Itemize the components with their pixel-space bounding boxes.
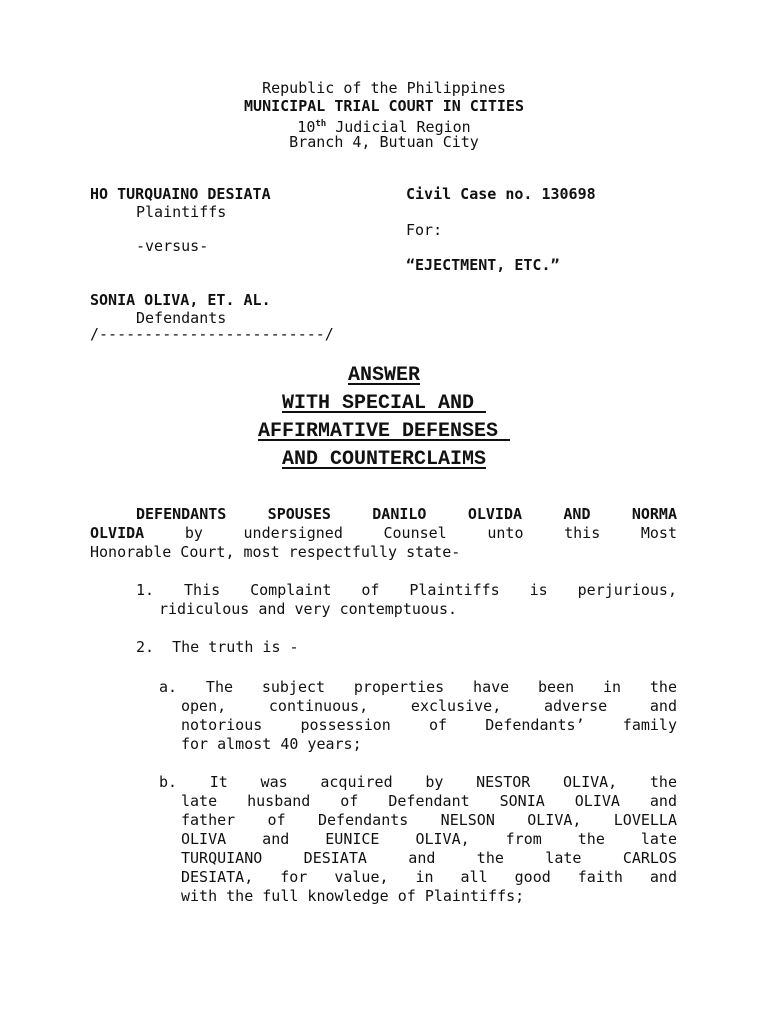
subitem-b-line-7: with the full knowledge of Plaintiffs; — [181, 887, 525, 905]
intro-line-3: Honorable Court, most respectfully state- — [90, 543, 461, 561]
intro-line-2-rest: by undersigned Counsel unto this Most — [144, 524, 677, 542]
item-1-line-2: ridiculous and very contemptuous. — [159, 600, 458, 618]
intro-line-2 — [90, 524, 677, 543]
title-line-2: WITH SPECIAL AND — [281, 392, 487, 415]
plaintiff-role: Plaintiffs — [136, 203, 227, 221]
defendant-role: Defendants — [136, 309, 227, 327]
title-line-1: ANSWER — [347, 364, 420, 387]
case-number: Civil Case no. 130698 — [406, 185, 596, 203]
subitem-a-line-3: notorious possession of Defendants’ family — [181, 716, 677, 734]
subitem-a-line-4: for almost 40 years; — [181, 735, 362, 753]
subitem-b-line-6: DESIATA, for value, in all good faith and — [181, 868, 677, 886]
region-number: 10 — [297, 118, 316, 136]
versus-text: -versus- — [136, 237, 209, 255]
case-nature: “EJECTMENT, ETC.” — [406, 256, 560, 274]
intro-name-bold: OLVIDA — [90, 524, 145, 542]
branch-line: Branch 4, Butuan City — [289, 133, 479, 151]
for-label: For: — [406, 221, 443, 239]
defendant-name: SONIA OLIVA, ET. AL. — [90, 291, 271, 309]
intro-line-1: DEFENDANTS SPOUSES DANILO OLVIDA AND NORMA — [136, 505, 677, 523]
plaintiff-name: HO TURQUAINO DESIATA — [90, 185, 271, 203]
subitem-a-line-2: open, continuous, exclusive, adverse and — [181, 697, 677, 715]
title-line-4: AND COUNTERCLAIMS — [281, 448, 487, 471]
region-ordinal: th — [315, 119, 327, 129]
subitem-a-line-1: a. The subject properties have been in the — [159, 678, 677, 696]
region-text: Judicial Region — [326, 118, 471, 136]
caption-separator: /-------------------------/ — [90, 325, 334, 343]
subitem-b-line-4: OLIVA and EUNICE OLIVA, from the late — [181, 830, 677, 848]
subitem-b-line-5: TURQUIANO DESIATA and the late CARLOS — [181, 849, 677, 867]
item-1-line-1: 1. This Complaint of Plaintiffs is perjurious, — [136, 581, 677, 599]
subitem-b-line-2: late husband of Defendant SONIA OLIVA and — [181, 792, 677, 810]
subitem-b-line-1: b. It was acquired by NESTOR OLIVA, the — [159, 773, 677, 791]
court-name: MUNICIPAL TRIAL COURT IN CITIES — [244, 97, 524, 115]
item-2: 2. The truth is - — [136, 638, 299, 656]
subitem-b-line-3: father of Defendants NELSON OLIVA, LOVELLA — [181, 811, 677, 829]
republic-line: Republic of the Philippines — [262, 79, 506, 97]
title-line-3: AFFIRMATIVE DEFENSES — [257, 420, 511, 443]
